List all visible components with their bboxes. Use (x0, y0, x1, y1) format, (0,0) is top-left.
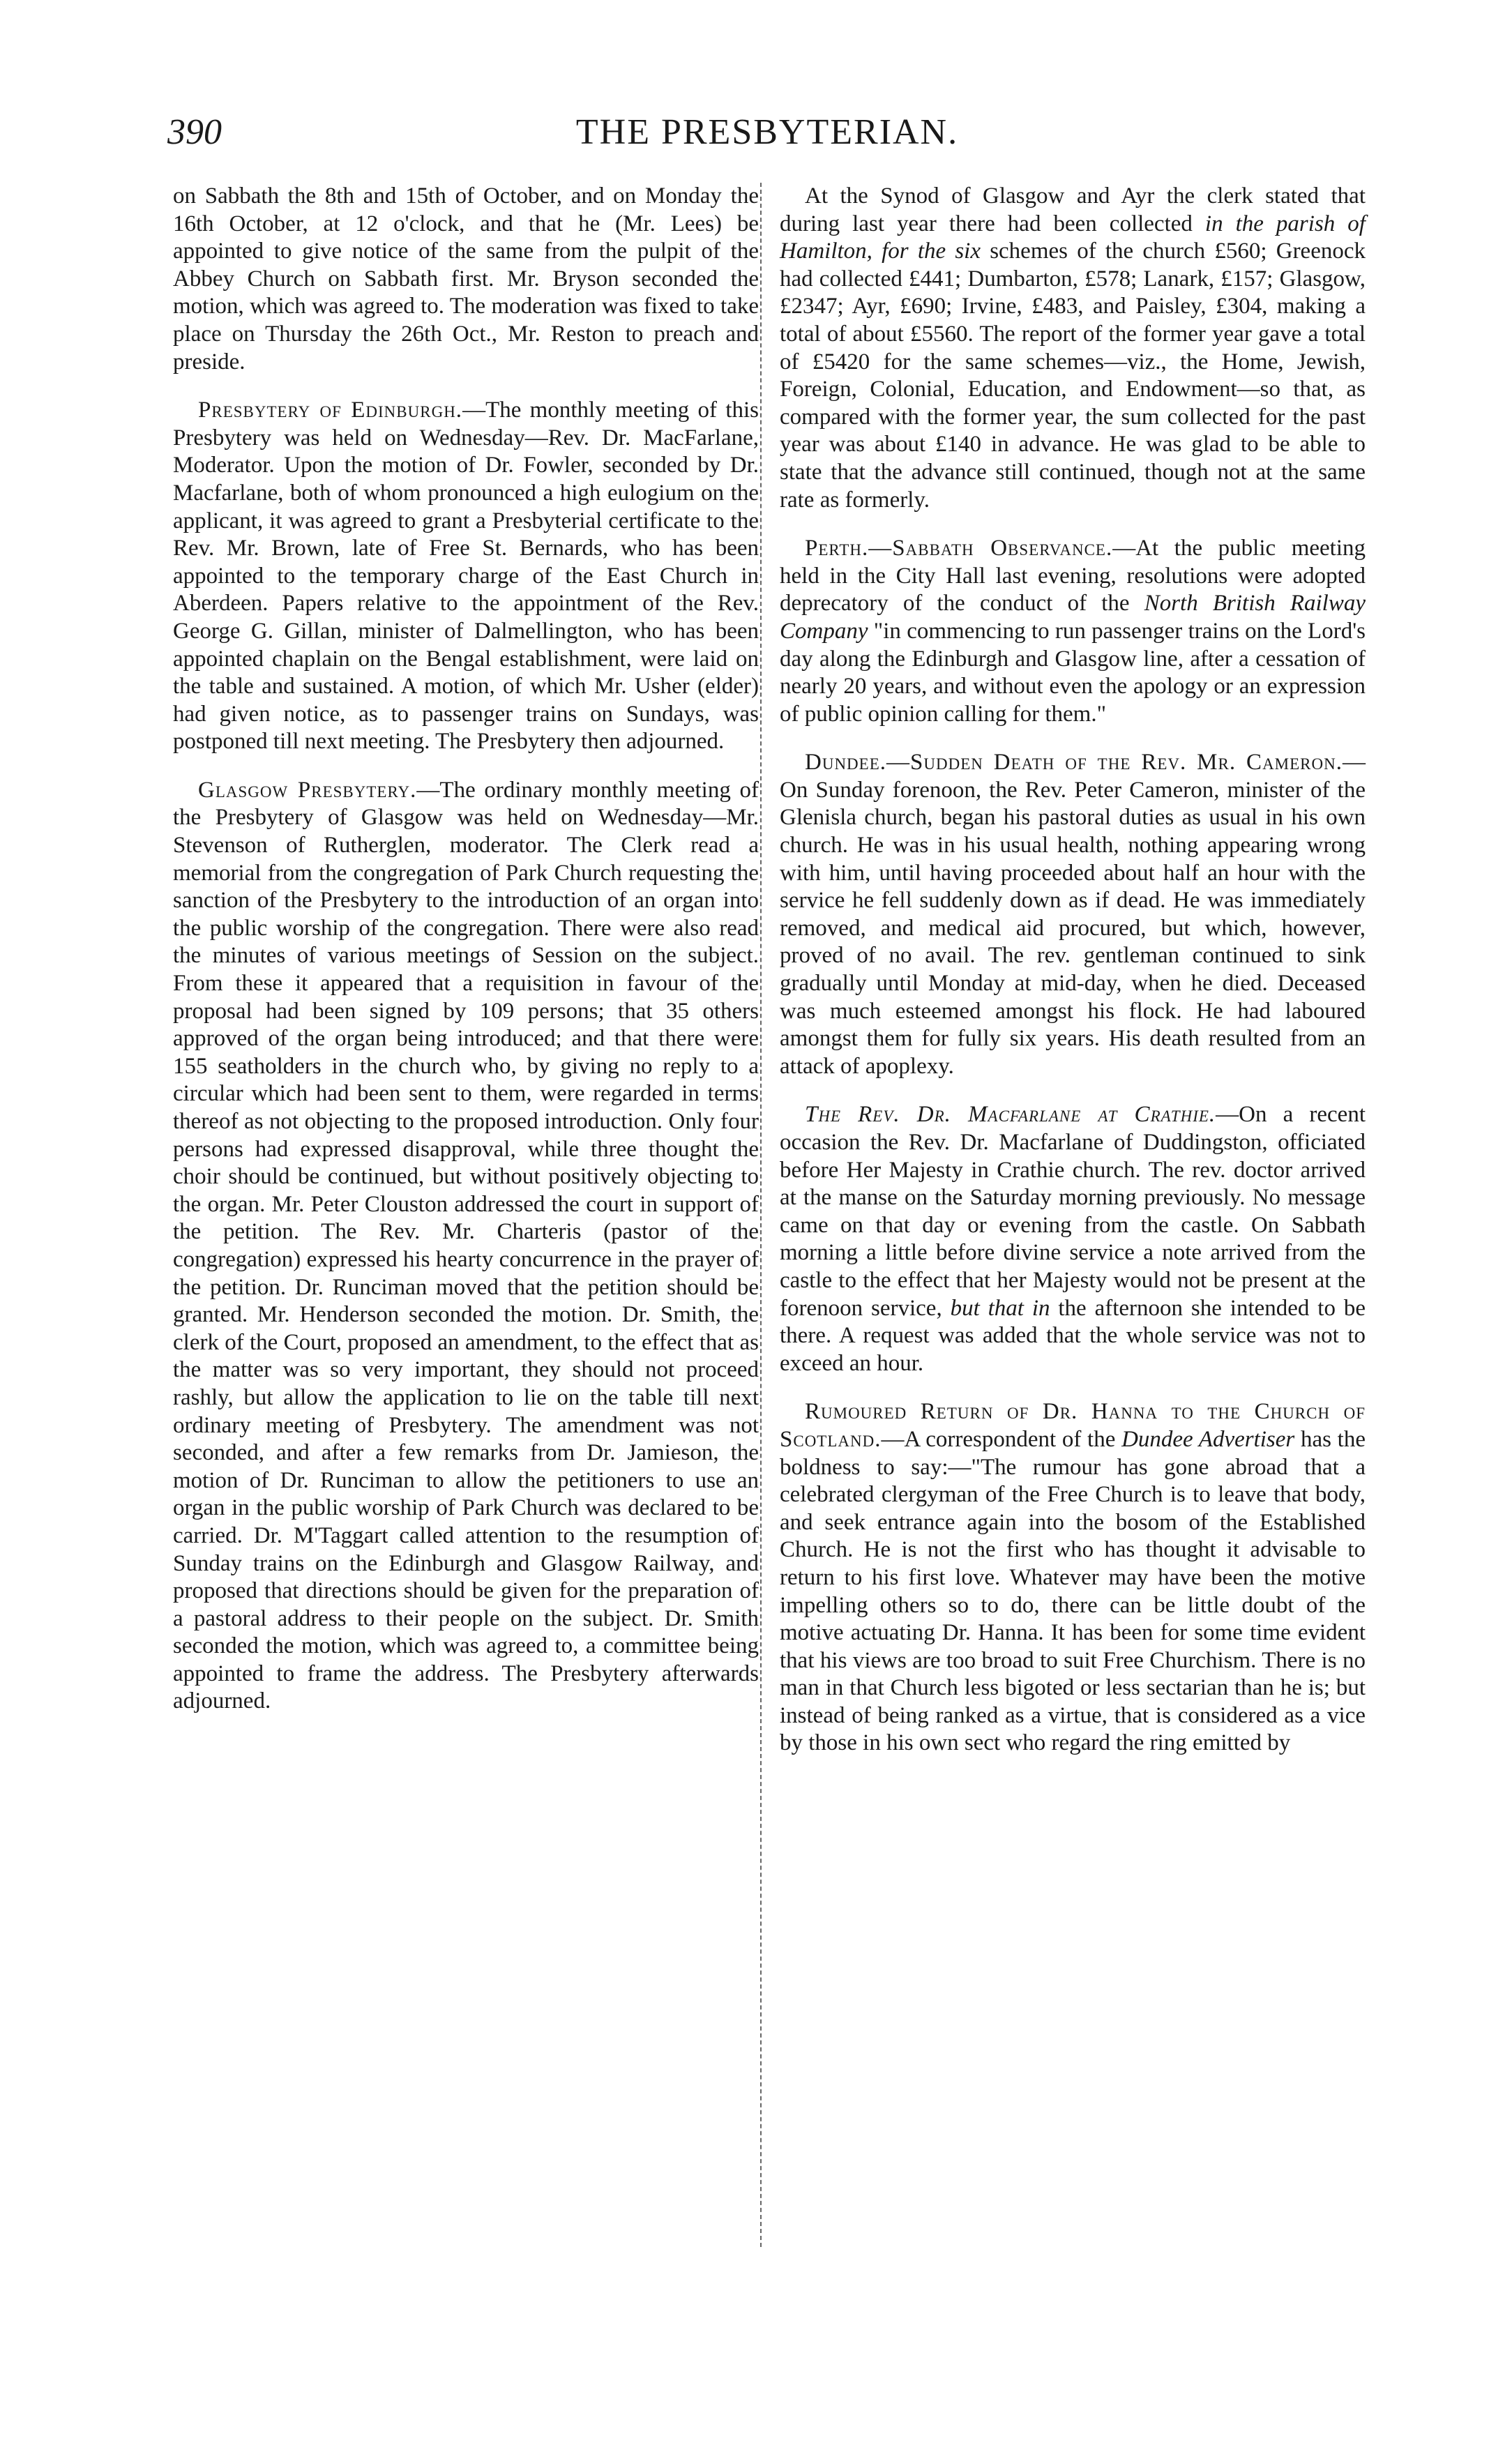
article-italic-text: but that in (950, 1295, 1050, 1321)
article-heading: Glasgow Presbytery. (198, 777, 417, 803)
article-text: schemes of the church £560; Greenock had collected £441; Dumbarton, £578; Lanark, £157; Glasgow, £2347; Ayr, £690; Irvine, £483, and Paisley, £304, making a total of about £5560. The report of the former year gave a total of £5420 for the same schemes—viz., the Home, Jewish, Foreign, Colonial, Education, and Endowment—so that, as compared with the former year, the sum collected for the past year was about £140 in advance. He was glad to be able to state that the advance still continued, though not at the same rate as formerly. (780, 239, 1366, 513)
article-italic-text: in the parish of Hamilton, for the six (780, 211, 1366, 264)
running-title: THE PRESBYTERIAN. (575, 112, 959, 152)
article-text: —A correspondent of the (881, 1426, 1122, 1452)
article-text: —At the public meeting held in the City Hall last evening, resolutions were adopted deprecatory of the conduct of the (780, 536, 1366, 616)
article-heading: Presbytery of Edinburgh. (198, 398, 463, 423)
article-text: has the boldness to say:—"The rumour has gone abroad that a celebrated clergyman of the Free Church is to leave that body, and seek entrance again into the bosom of the Established Church. He is not the first who has thought it advisable to return to his first love. Whatever may have been the motive impelling others so to do, there can be little doubt of the motive actuating Dr. Hanna. It has been for some time evident that his views are too broad to suit Free Churchism. There is no man in that Church less bigoted or less sectarian than he is; but instead of being ranked as a virtue, that is considered as a vice by those in his own sect who regard the ring emitted by (780, 1426, 1366, 1756)
article-heading: Dundee.—Sudden Death of the Rev. Mr. Cameron. (805, 750, 1343, 775)
article-text: —On a recent occasion the Rev. Dr. Macfarlane of Duddingston, officiated before Her Majesty in Crathie church. The rev. doctor arrived at the manse on the Saturday morning previously. No message came on that day or evening from the castle. On Sabbath morning a little before divine service a note arrived from the castle to the effect that her Majesty would not be present at the forenoon service, (780, 1102, 1366, 1321)
article-paragraph (780, 1398, 1366, 1757)
article-paragraph (780, 183, 1366, 514)
article-text: —The ordinary monthly meeting of the Presbytery of Glasgow was held on Wednesday—Mr. Stevenson of Rutherglen, moderator. The Clerk read a memorial from the congregation of Park Church requesting the sanction of the Presbytery to the introduction of an organ into the public worship of the congregation. There were also read the minutes of various meetings of Session on the subject. From these it appeared that a requisition in favour of the proposal had been signed by 109 persons; that 35 others approved of the organ being introduced; and that there were 155 seatholders in the church who, by giving no reply to a circular which had been sent to them, were regarded in terms thereof as not objecting to the proposed introduction. Only four persons had expressed disapproval, while three thought the choir should be continued, but without positively objecting to the organ. Mr. Peter Clouston addressed the court in support of the petition. The Rev. Mr. Charteris (pastor of the congregation) expressed his hearty concurrence in the prayer of the petition. Dr. Runciman moved that the petition should be granted. Mr. Henderson seconded the motion. Dr. Smith, the clerk of the Court, proposed an amendment, to the effect that as the matter was so very important, they should not proceed rashly, but allow the application to lie on the table till next ordinary meeting of Presbytery. The amendment was not seconded, and after a few remarks from Dr. Jamieson, the motion of Dr. Runciman to allow the petitioners to use an organ in the public worship of Park Church was declared to be carried. Dr. M'Taggart called attention to the resumption of Sunday trains on the Edinburgh and Glasgow Railway, and proposed that directions should be given for the preparation of a pastoral address to their people on the subject. Dr. Smith seconded the motion, which was agreed to, a committee being appointed to frame the address. The Presbytery afterwards adjourned. (173, 777, 759, 1714)
article-paragraph (173, 183, 759, 376)
article-heading: The Rev. Dr. Macfarlane at Crathie. (805, 1102, 1216, 1128)
page-header (167, 112, 1367, 160)
article-text: —On Sunday forenoon, the Rev. Peter Cameron, minister of the Glenisla church, began his pastoral duties as usual in his own church. He was in his usual health, nothing appearing wrong with him, until having proceeded about half an hour with the service he fell suddenly down as if dead. He was immediately removed, and medical aid procured, but which, however, proved of no avail. The rev. gentleman continued to sink gradually until Monday at mid-day, when he died. Deceased was much esteemed amongst his flock. He had laboured amongst them for fully six years. His death resulted from an attack of apoplexy. (780, 750, 1366, 1079)
article-text: the afternoon she intended to be there. A request was added that the whole service was not to exceed an hour. (780, 1295, 1366, 1376)
right-column (780, 183, 1366, 1778)
article-heading: Rumoured Return of Dr. Hanna to the Church of Scotland. (780, 1399, 1366, 1452)
article-text: At the Synod of Glasgow and Ayr the clerk stated that during last year there had been collected (780, 183, 1366, 236)
article-italic-text: North British Railway Company (780, 591, 1366, 644)
article-paragraph (780, 749, 1366, 1080)
article-paragraph (173, 397, 759, 756)
article-paragraph (780, 1101, 1366, 1377)
article-text: on Sabbath the 8th and 15th of October, and on Monday the 16th October, at 12 o'clock, and that he (Mr. Lees) be appointed to give notice of the same from the pulpit of the Abbey Church on Sabbath first. Mr. Bryson seconded the motion, which was agreed to. The moderation was fixed to take place on Thursday the 26th Oct., Mr. Reston to preach and preside. (173, 183, 759, 374)
page-number: 390 (167, 112, 222, 152)
article-text: "in commencing to run passenger trains on the Lord's day along the Edinburgh and Glasgow line, after a cessation of nearly 20 years, and without even the apology or an expression of public opinion calling for them." (780, 618, 1366, 727)
article-text: —The monthly meeting of this Presbytery was held on Wednesday—Rev. Dr. MacFarlane, Moderator. Upon the motion of Dr. Fowler, seconded by Dr. Macfarlane, both of whom pronounced a high eulogium on the applicant, it was agreed to grant a Presbyterial certificate to the Rev. Mr. Brown, late of Free St. Bernards, who has been appointed to the temporary charge of the East Church in Aberdeen. Papers relative to the appointment of the Rev. George G. Gillan, minister of Dalmellington, who has been appointed chaplain on the Bengal establishment, were laid on the table and sustained. A motion, of which Mr. Usher (elder) had given notice, as to passenger trains on Sundays, was postponed till next meeting. The Presbytery then adjourned. (173, 398, 759, 755)
column-divider (760, 183, 762, 2247)
left-column (173, 183, 759, 1737)
article-heading: Perth.—Sabbath Observance. (805, 536, 1113, 561)
article-paragraph (173, 777, 759, 1716)
article-paragraph (780, 535, 1366, 728)
article-italic-text: Dundee Advertiser (1121, 1426, 1295, 1452)
